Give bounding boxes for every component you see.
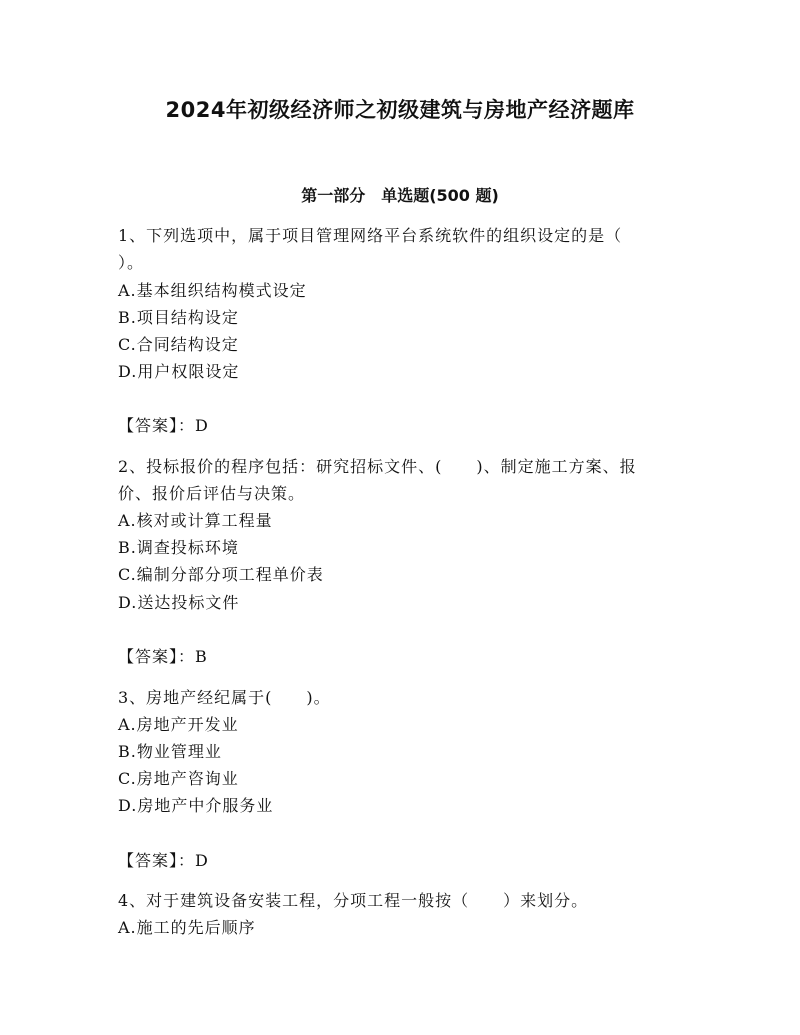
question-3-stem-line-1: 3、房地产经纪属于( )。 xyxy=(118,688,331,707)
question-2-option-d: D.送达投标文件 xyxy=(118,593,240,612)
question-3-option-a: A.房地产开发业 xyxy=(118,715,239,734)
question-3-option-c: C.房地产咨询业 xyxy=(118,769,239,788)
question-1-option-c: C.合同结构设定 xyxy=(118,335,239,354)
question-1-stem-line-1: 1、下列选项中，属于项目管理网络平台系统软件的组织设定的是（ xyxy=(118,226,623,245)
question-2-option-c: C.编制分部分项工程单价表 xyxy=(118,565,324,584)
question-1-answer: 【答案】：D xyxy=(118,416,209,435)
section-heading: 第一部分 单选题(500 题) xyxy=(301,186,499,205)
question-1-option-d: D.用户权限设定 xyxy=(118,362,240,381)
question-3-option-b: B.物业管理业 xyxy=(118,742,222,761)
question-4-stem-line-1: 4、对于建筑设备安装工程，分项工程一般按（ ）来划分。 xyxy=(118,891,589,910)
question-1-stem-line-2: ）。 xyxy=(118,253,145,272)
question-3-answer: 【答案】：D xyxy=(118,851,209,870)
question-2-option-a: A.核对或计算工程量 xyxy=(118,511,273,530)
question-2-stem-line-2: 价、报价后评估与决策。 xyxy=(118,484,306,503)
question-1-option-b: B.项目结构设定 xyxy=(118,308,239,327)
question-2-stem-line-1: 2、投标报价的程序包括：研究招标文件、( )、制定施工方案、报 xyxy=(118,457,637,476)
question-1-option-a: A.基本组织结构模式设定 xyxy=(118,281,307,300)
page-title: 2024年初级经济师之初级建筑与房地产经济题库 xyxy=(165,98,635,122)
question-3-option-d: D.房地产中介服务业 xyxy=(118,796,274,815)
question-4-option-a: A.施工的先后顺序 xyxy=(118,918,256,937)
question-2-option-b: B.调查投标环境 xyxy=(118,538,239,557)
question-2-answer: 【答案】：B xyxy=(118,647,208,666)
